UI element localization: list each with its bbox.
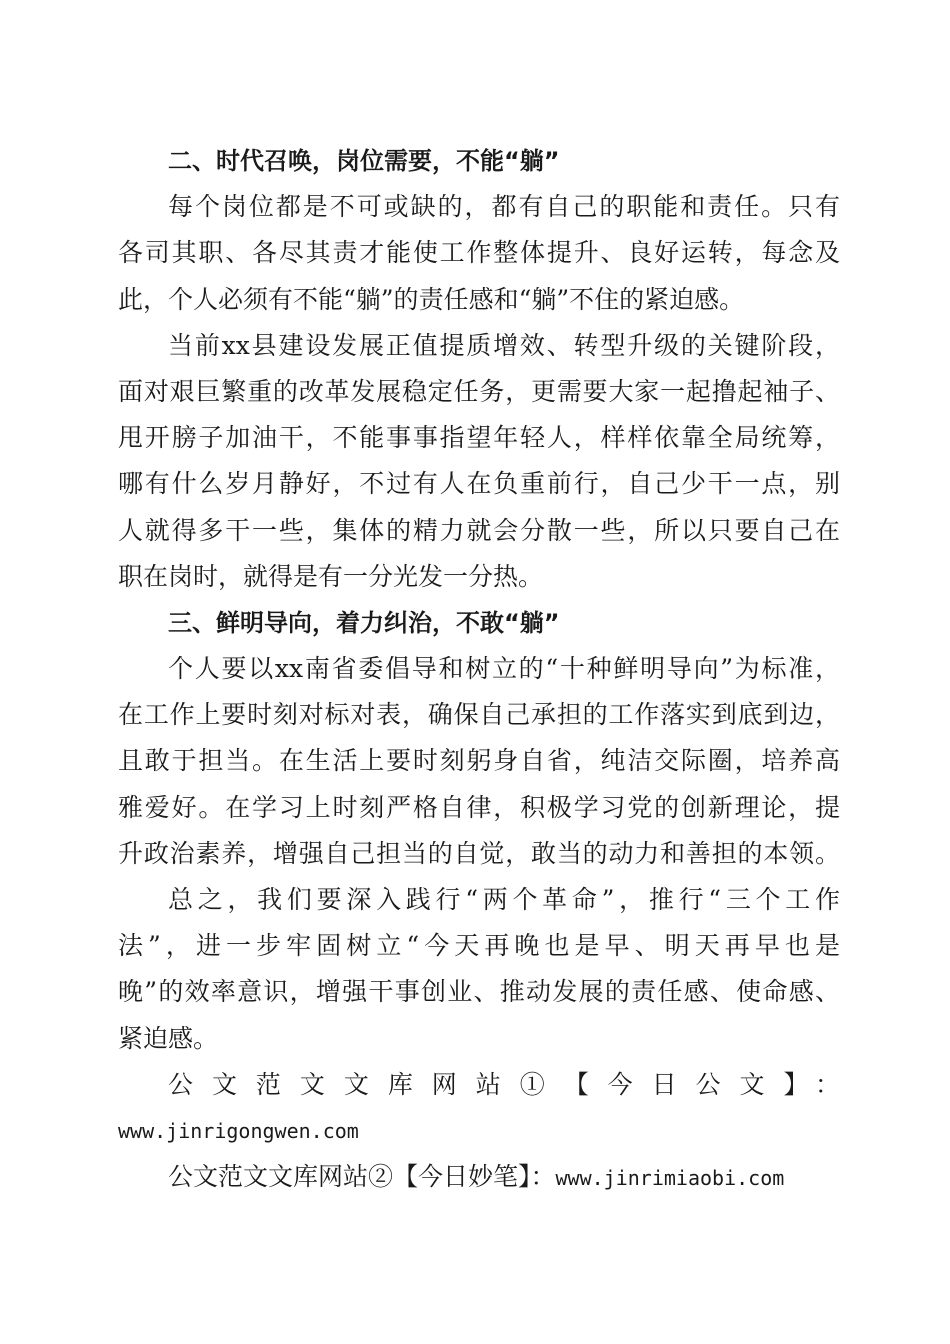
paragraph-line: 且敢于担当。在生活上要时刻躬身自省，纯洁交际圈，培养高 bbox=[118, 746, 840, 776]
paragraph-line: 法”，进一步牢固树立“今天再晚也是早、明天再早也是 bbox=[118, 931, 840, 961]
document-page bbox=[118, 138, 840, 1200]
paragraph-line: 个人要以xx南省委倡导和树立的“十种鲜明导向”为标准， bbox=[168, 654, 840, 684]
section-heading-3: 三、鲜明导向，着力纠治，不敢“躺” bbox=[168, 608, 560, 637]
footer-site1-url[interactable]: www.jinrigongwen.com bbox=[118, 1118, 359, 1143]
paragraph-line: 在工作上要时刻对标对表，确保自己承担的工作落实到底到边， bbox=[118, 700, 840, 730]
paragraph-line: 哪有什么岁月静好，不过有人在负重前行，自己少干一点，别 bbox=[118, 469, 840, 499]
paragraph-line: 雅爱好。在学习上时刻严格自律，积极学习党的创新理论，提 bbox=[118, 792, 840, 822]
paragraph-line: 甩开膀子加油干，不能事事指望年轻人，样样依靠全局统筹， bbox=[118, 423, 840, 453]
paragraph-line: 职在岗时，就得是有一分光发一分热。 bbox=[118, 561, 544, 591]
section-heading-2: 二、时代召唤，岗位需要，不能“躺” bbox=[168, 147, 560, 175]
footer-site2-label: 公文范文文库网站②【今日妙笔】： bbox=[168, 1162, 556, 1192]
paragraph-line: 升政治素养，增强自己担当的自觉，敢当的动力和善担的本领。 bbox=[118, 838, 840, 868]
paragraph-line: 面对艰巨繁重的改革发展稳定任务，更需要大家一起撸起袖子、 bbox=[118, 376, 840, 406]
paragraph-line: 晚”的效率意识，增强干事创业、推动发展的责任感、使命感、 bbox=[118, 977, 840, 1007]
paragraph-line: 紧迫感。 bbox=[118, 1023, 219, 1053]
footer-site1-label: 公文范文文库网站①【今日公文】： bbox=[168, 1069, 840, 1099]
paragraph-line: 当前xx县建设发展正值提质增效、转型升级的关键阶段， bbox=[168, 330, 840, 360]
paragraph-line: 此，个人必须有不能“躺”的责任感和“躺”不住的紧迫感。 bbox=[118, 284, 745, 314]
footer-site2 bbox=[118, 1154, 840, 1200]
paragraph-line: 人就得多干一些，集体的精力就会分散一些，所以只要自己在 bbox=[118, 515, 840, 545]
footer-site2-url[interactable]: www.jinrimiaobi.com bbox=[555, 1166, 785, 1191]
paragraph-line: 总之，我们要深入践行“两个革命”，推行“三个工作 bbox=[168, 885, 840, 914]
paragraph-line: 各司其职、各尽其责才能使工作整体提升、良好运转，每念及 bbox=[118, 238, 840, 268]
paragraph-line: 每个岗位都是不可或缺的，都有自己的职能和责任。只有 bbox=[168, 192, 840, 222]
